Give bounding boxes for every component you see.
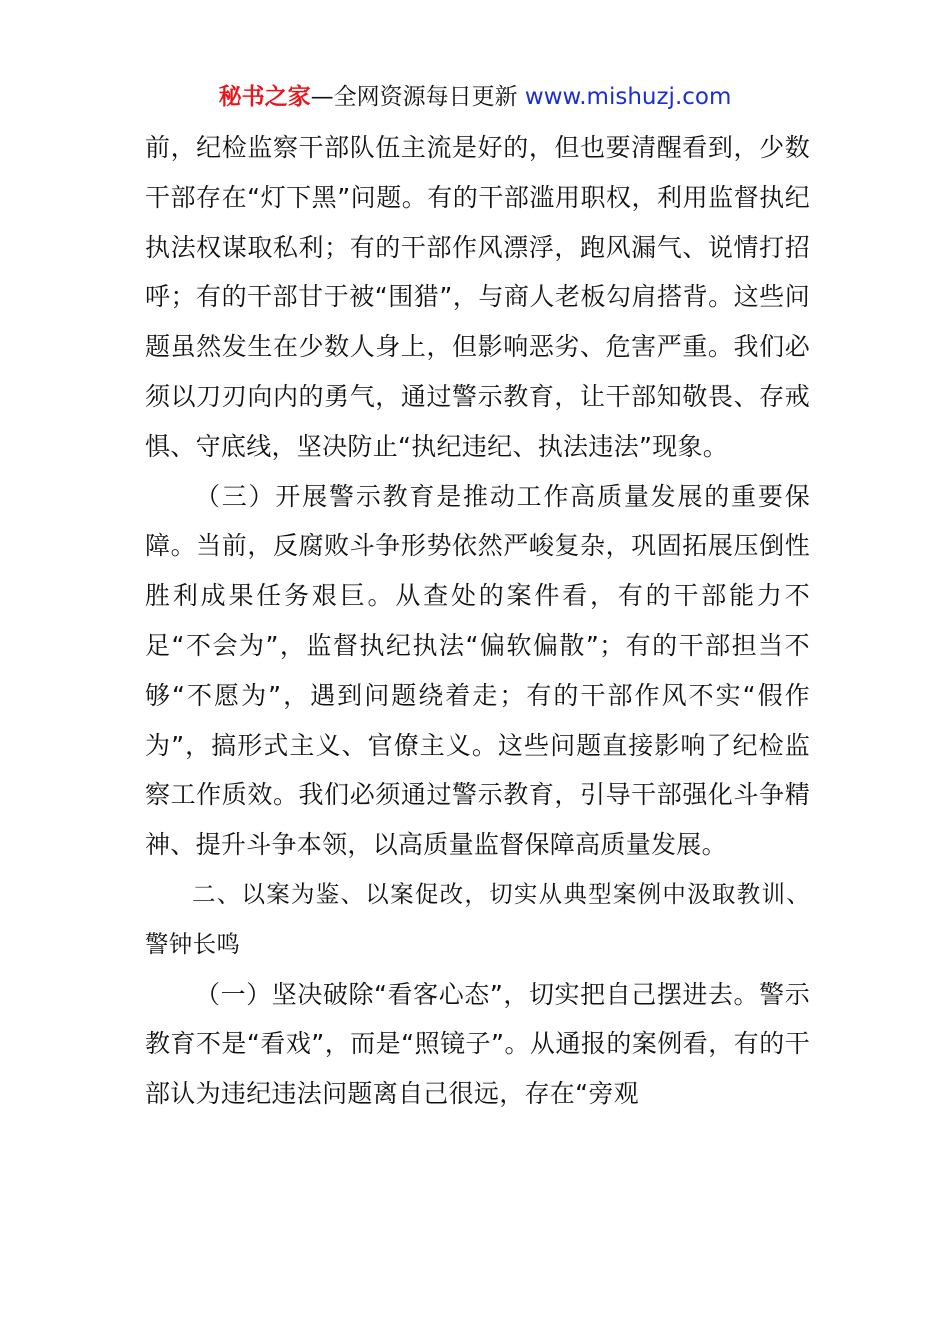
site-header [0, 80, 950, 114]
document-body [145, 123, 810, 1119]
site-url-link[interactable]: www.mishuzj.com [524, 84, 732, 110]
paragraph-subsection-one: （一）坚决破除“看客心态”，切实把自己摆进去。警示教育不是“看戏”，而是“照镜子”。从通报的案例看，有的干部认为违纪违法问题离自己很远，存在“旁观 [145, 979, 810, 1109]
section-heading-two: 二、以案为鉴、以案促改，切实从典型案例中汲取教训、警钟长鸣 [145, 879, 810, 958]
paragraph-section-three: （三）开展警示教育是推动工作高质量发展的重要保障。当前，反腐败斗争形势依然严峻复杂，巩固拓展压倒性胜利成果任务艰巨。从查处的案件看，有的干部能力不足“不会为”，监督执纪执法“偏软偏散”；有的干部担当不够“不愿为”，遇到问题绕着走；有的干部作风不实“假作为”，搞形式主义、官僚主义。这些问题直接影响了纪检监察工作质效。我们必须通过警示教育，引导干部强化斗争精神、提升斗争本领，以高质量监督保障高质量发展。 [145, 481, 810, 860]
brand-name: 秘书之家 [218, 84, 311, 110]
paragraph-continuation: 前，纪检监察干部队伍主流是好的，但也要清醒看到，少数干部存在“灯下黑”问题。有的干部滥用职权，利用监督执纪执法权谋取私利；有的干部作风漂浮，跑风漏气、说情打招呼；有的干部甘于被“围猎”，与商人老板勾肩搭背。这些问题虽然发生在少数人身上，但影响恶劣、危害严重。我们必须以刀刃向内的勇气，通过警示教育，让干部知敬畏、存戒惧、守底线，坚决防止“执纪违纪、执法违法”现象。 [145, 133, 810, 461]
header-tagline: —全网资源每日更新 [310, 84, 518, 110]
